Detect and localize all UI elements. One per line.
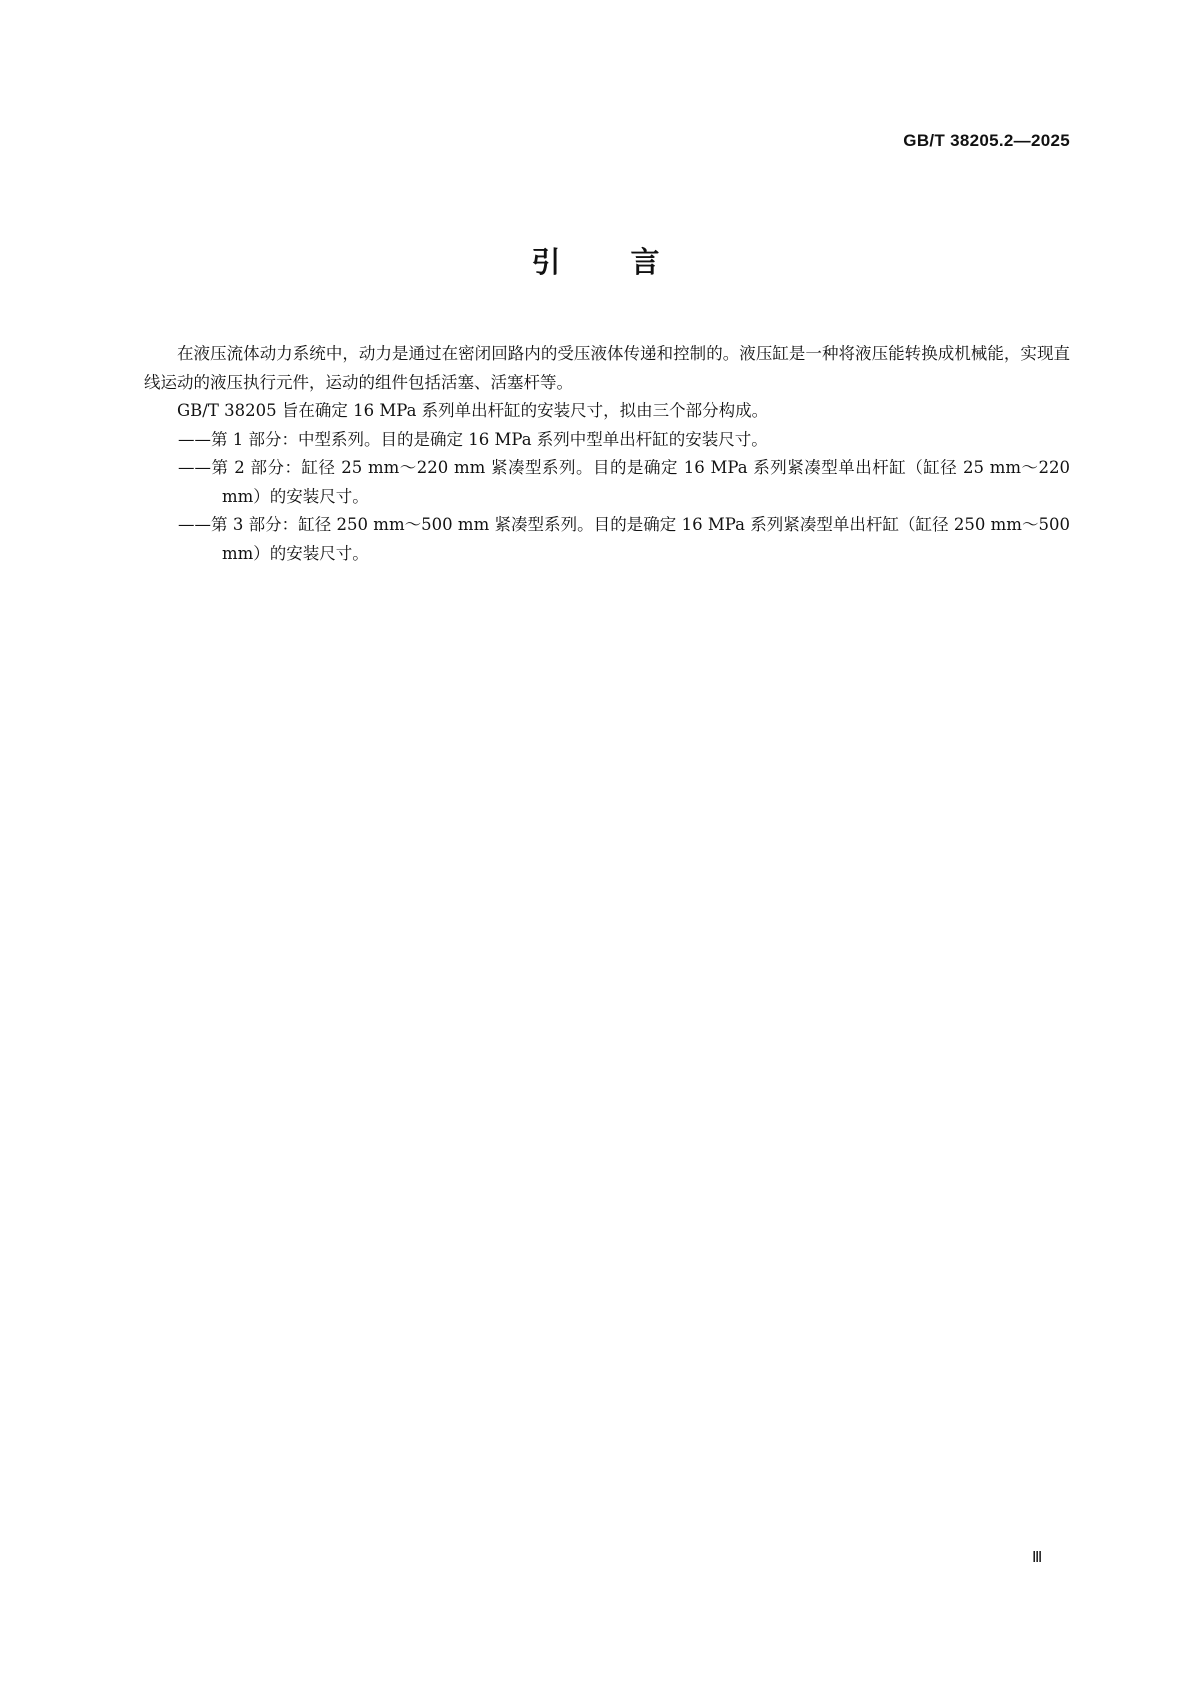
title-char-1: 引 <box>531 245 561 279</box>
list-item-part-3: ——第 3 部分：缸径 250 mm～500 mm 紧凑型系列。目的是确定 16 MPa 系列紧凑型单出杆缸（缸径 250 mm～500 mm）的安装尺寸。 <box>178 515 1070 563</box>
paragraph: 在液压流体动力系统中，动力是通过在密闭回路内的受压液体传递和控制的。液压缸是一种将液压能转换成机械能，实现直线运动的液压执行元件，运动的组件包括活塞、活塞杆等。 <box>144 344 1070 392</box>
page-title <box>0 240 1191 281</box>
title-char-2: 言 <box>630 245 660 279</box>
introduction-body <box>144 340 1070 568</box>
list-item-part-1: ——第 1 部分：中型系列。目的是确定 16 MPa 系列中型单出杆缸的安装尺寸。 <box>178 429 768 449</box>
list-item-part-2: ——第 2 部分：缸径 25 mm～220 mm 紧凑型系列。目的是确定 16 MPa 系列紧凑型单出杆缸（缸径 25 mm～220 mm）的安装尺寸。 <box>178 458 1070 506</box>
page-number: Ⅲ <box>1032 1550 1043 1566</box>
standard-number: GB/T 38205.2—2025 <box>903 131 1070 150</box>
paragraph: GB/T 38205 旨在确定 16 MPa 系列单出杆缸的安装尺寸，拟由三个部分构成。 <box>177 401 769 420</box>
